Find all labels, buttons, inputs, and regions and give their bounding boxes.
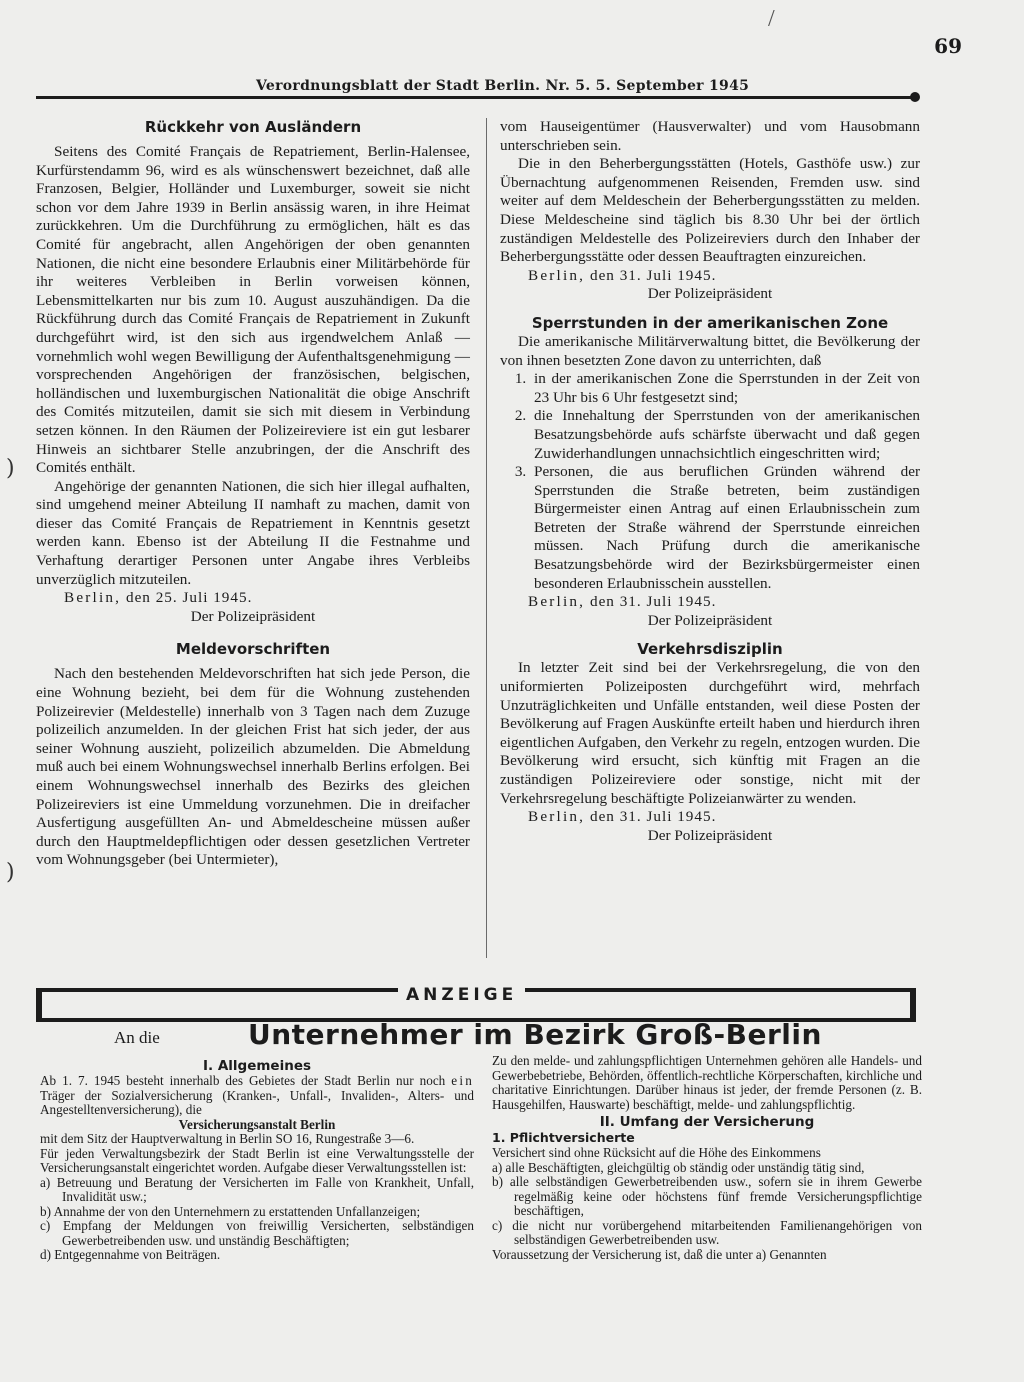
dateline-date: den 31. Juli 1945. [589,593,717,611]
section-title-sperrstunden: Sperrstunden in der amerikanischen Zone [531,313,889,332]
list-text: Empfang der Meldungen von freiwillig Versicherten, selbständigen Gewerbetreibenden usw. und unständig Beschäftigten; [62,1218,475,1248]
anzeige-subheading-pflichtversicherte: 1. Pflichtversicherte [492,1130,635,1145]
page-number: 69 [934,34,962,58]
list-item [492,1161,922,1176]
list-item [492,1175,922,1219]
list-text: alle Beschäftigten, gleichgültig ob ständig oder unständig tätig sind, [505,1159,865,1175]
list-item [492,1219,922,1248]
anzeige-allgemeines-p3: Für jeden Verwaltungsbezirk der Stadt Berlin ist eine Verwaltungsstelle der Versicherungsanstalt eingerichtet worden. Aufgabe dieser Verwaltungsstellen ist: [40,1145,474,1175]
verkehr-signature: Der Polizeipräsident [647,826,773,844]
left-column [36,118,470,870]
anzeige-heading-allgemeines: I. Allgemeines [202,1058,312,1074]
section-title-rueckkehr: Rückkehr von Ausländern [144,118,362,136]
anzeige-allgemeines-p1 [40,1074,474,1118]
running-head: Verordnungsblatt der Stadt Berlin. Nr. 5. 5. September 1945 [256,78,750,94]
anzeige-allgemeines-p2: mit dem Sitz der Hauptverwaltung in Berlin SO 16, Rungestraße 3—6. [40,1131,415,1146]
list-marker: c) [492,1217,503,1233]
rueckkehr-signature: Der Polizeipräsident [190,607,316,625]
melde-paragraph-1: Nach den bestehenden Meldevorschriften hat sich jede Person, die eine Wohnung bezieht, bei dem für die Wohnung zustehenden Polizeirevier (Meldestelle) innerhalb von 3 Tagen nach dem Zuzuge polizeilich anzumelden. In der gleichen Frist hat sich jeder, der aus seiner Wohnung auszieht, polizeilich abzumelden. Die Abmeldung muß auch bei einem Wohnungswechsel innerhalb Berlins erfolgen. Bei einem Wohnungswechsel innerhalb des Bezirks des gleichen Polizeireviers ist eine Ummeldung vorzunehmen. Die in dreifacher Ausfertigung ausgefüllten An- und Abmeldescheine müssen außer durch den Hauptmeldepflichtigen oder dessen gesetzlichen Vertreter vom Wohnungsgeber (bei Untermieter), [36,665,470,869]
rueckkehr-paragraph-2: Angehörige der genannten Nationen, die sich hier illegal aufhalten, sind umgehend meiner Abteilung II namhaft zu machen, damit von dieser das Comité Français de Repatriement in Kenntnis gesetzt werden kann. Ebenso ist der Abteilung II die Festnahme und Verhaftung derartiger Personen unter Angabe ihres Verbleibs unverzüglich mitzuteilen. [36,477,470,588]
sperrstunden-dateline [500,593,920,612]
anzeige-pflichtig-p1: Zu den melde- und zahlungspflichtigen Unternehmen gehören alle Handels- und Gewerbebetriebe, Behörden, öffentlich-rechtliche Körperschaften, kirchliche und charitative Einrichtungen. Darüber hinaus ist jeder, der fremde Personen (z. B. Hausgehilfen, Hauswarte) beschäftigt, melde- und zahlungspflichtig. [492,1053,922,1112]
sperrstunden-item: 2. die Innehaltung der Sperrstunden von der amerikanischen Besatzungsbehörde aufs schärfste überwacht und daß gegen Zuwiderhandlungen unnachsichtlich eingeschritten wird; [530,407,920,463]
dateline-place: Berlin, [64,589,122,607]
melde-paragraph-2: Die in den Beherbergungsstätten (Hotels, Gasthöfe usw.) zur Übernachtung aufgenommenen Reisenden, Fremden usw. sind weiter auf dem Meldeschein der Beherbergungsstätten zu melden. Diese Meldescheine sind täglich bis 8.30 Uhr bei der örtlich zuständigen Meldestelle des Polizeireviers durch den Inhaber der Beherbergungsstätte oder dessen Beauftragten einzureichen. [500,155,920,266]
rueckkehr-dateline [36,589,470,608]
list-item [40,1248,474,1263]
list-text: Entgegennahme von Beiträgen. [54,1247,221,1262]
sperrstunden-item: 1. in der amerikanischen Zone die Sperrstunden in der Zeit von 23 Uhr bis 6 Uhr festgesetzt sind; [530,370,920,407]
anzeige-versicherte-list [492,1161,922,1248]
dateline-place: Berlin, [528,266,586,284]
verkehr-dateline [500,808,920,827]
anzeige-title: Unternehmer im Bezirk Groß-Berlin [248,1018,822,1051]
binding-mark-1: ) [6,456,15,481]
anzeige-right-column [492,1054,922,1262]
list-marker: b) [40,1203,51,1219]
section-title-verkehrsdisziplin: Verkehrsdisziplin [637,640,783,659]
anzeige-addressee: An die [114,1028,160,1047]
list-text: Annahme der von den Unternehmern zu erstattenden Unfallanzeigen; [53,1203,421,1219]
list-marker: b) [492,1174,503,1189]
melde-signature: Der Polizeipräsident [647,285,773,303]
sperrstunden-list [500,370,920,593]
anzeige-left-column [40,1058,474,1263]
dateline-place: Berlin, [528,808,586,826]
header-rule-dot [910,92,920,102]
dateline-date: den 31. Juli 1945. [589,808,717,826]
list-marker: c) [40,1218,51,1233]
list-item [40,1205,474,1220]
list-item [40,1176,474,1205]
anzeige-org-name: Versicherungsanstalt Berlin [178,1116,336,1132]
dateline-place: Berlin, [528,593,586,611]
list-text: alle selbständigen Gewerbetreibenden usw., sofern sie in ihrem Gewerbe regelmäßig keine oder höchstens fünf fremde Versicherungspflichtige beschäftigen, [509,1174,922,1218]
dateline-date: den 31. Juli 1945. [589,266,717,284]
list-marker: d) [40,1247,51,1262]
corner-mark: / [768,6,775,32]
header-rule [36,96,918,99]
binding-mark-2: ) [6,860,15,885]
verkehr-paragraph-1: In letzter Zeit sind bei der Verkehrsregelung, die von den uniformierten Polizeiposten durchgeführt wird, mehrfach Unzuträglichkeiten und Unfälle entstanden, weil diese Posten der Bevölkerung auf Fragen Auskünfte erteilt haben und hierdurch ihren eigentlichen Aufgaben, den Verkehr zu regeln, entzogen wurden. Die Bevölkerung wird ersucht, sich künftig mit Fragen an die zuständigen Polizeireviere oder sonstige, nicht mit der Verkehrsregelung beschäftigte Polizeianwärter zu wenden. [500,659,920,807]
dateline-date: den 25. Juli 1945. [125,589,253,607]
anzeige-umfang-p3: Voraussetzung der Versicherung ist, daß die unter a) Genannten [492,1246,827,1262]
column-divider [486,118,487,958]
text-fragment: Träger der Sozialversicherung (Kranken-, Unfall-, Invaliden-, Alters- und Angestelltenversicherung), die [40,1087,474,1117]
anzeige-task-list [40,1176,474,1263]
sperrstunden-intro: Die amerikanische Militärverwaltung bittet, die Bevölkerung der von ihnen besetzten Zone davon zu unterrichten, daß [500,332,920,369]
melde-dateline [500,267,920,286]
list-text: die nicht nur vorübergehend mitarbeitenden Familienangehörigen von selbständigen Gewerbetreibenden usw. [512,1217,922,1247]
right-column [500,118,920,845]
anzeige-umfang-p2: Versichert sind ohne Rücksicht auf die Höhe des Einkommens [492,1145,821,1160]
rueckkehr-paragraph-1: Seitens des Comité Français de Repatriement, Berlin-Halensee, Kurfürstendamm 96, wird es als wünschenswert bezeichnet, daß alle Franzosen, Belgier, Holländer und Luxemburger, soweit sie nicht schon vor dem Jahre 1939 in Berlin ansässig waren, in ihre Heimat zurückkehren. Um die Durchführung zu ermöglichen, hält es das Comité für angebracht, allen Angehörigen der oben genannten Nationen, die nicht eine besondere Erlaubnis einer Militärbehörde für ihr weiteres Verbleiben in Berlin vorweisen können, Lebensmittelkarten nur bis zum 10. August auszuhändigen. Da die Rückführung durch das Comité Français de Repatriement in Zukunft durchgeführt wird, ist den sich aus irgendwelchem Anlaß — vornehmlich wohl wegen Bewilligung der Aufenthaltsgenehmigung — vorsprechenden Angehörigen der französischen, belgischen, holländischen und luxemburgischen Nationalität die obige Anschrift des Comités mitzuteilen, damit sie sich mit diesem in Verbindung setzen können. In den Räumen der Polizeireviere ist ein gut lesbarer Hinweis an sichtbarer Stelle anzubringen, der die Anschrift des Comités enthält. [36,143,470,477]
list-text: Betreuung und Beratung der Versicherten im Falle von Krankheit, Unfall, Invalidität usw.; [56,1174,474,1204]
text-fragment: Ab 1. 7. 1945 besteht innerhalb des Gebietes der Stadt Berlin nur noch [40,1073,446,1088]
section-title-meldevorschriften: Meldevorschriften [175,640,331,659]
sperrstunden-signature: Der Polizeipräsident [647,611,773,629]
sperrstunden-item: 3. Personen, die aus beruflichen Gründen während der Sperrstunden die Straße betreten, beim zuständigen Bürgermeister einen Antrag auf einen Erlaubnisschein zum Betreten der Straße während der Sperrstunde einreichen müssen. Nach Prüfung durch die amerikanische Besatzungsbehörde wird der Bezirksbürgermeister einen besonderen Erlaubnisschein ausstellen. [530,463,920,593]
anzeige-heading-umfang: II. Umfang der Versicherung [599,1114,815,1130]
melde-paragraph-continued: vom Hauseigentümer (Hausverwalter) und vom Hausobmann unterschrieben sein. [500,118,920,154]
list-item [40,1219,474,1248]
anzeige-label: ANZEIGE [398,984,525,1006]
list-marker: a) [492,1159,503,1175]
text-emphasis: ein [451,1073,474,1088]
list-marker: a) [40,1174,51,1190]
